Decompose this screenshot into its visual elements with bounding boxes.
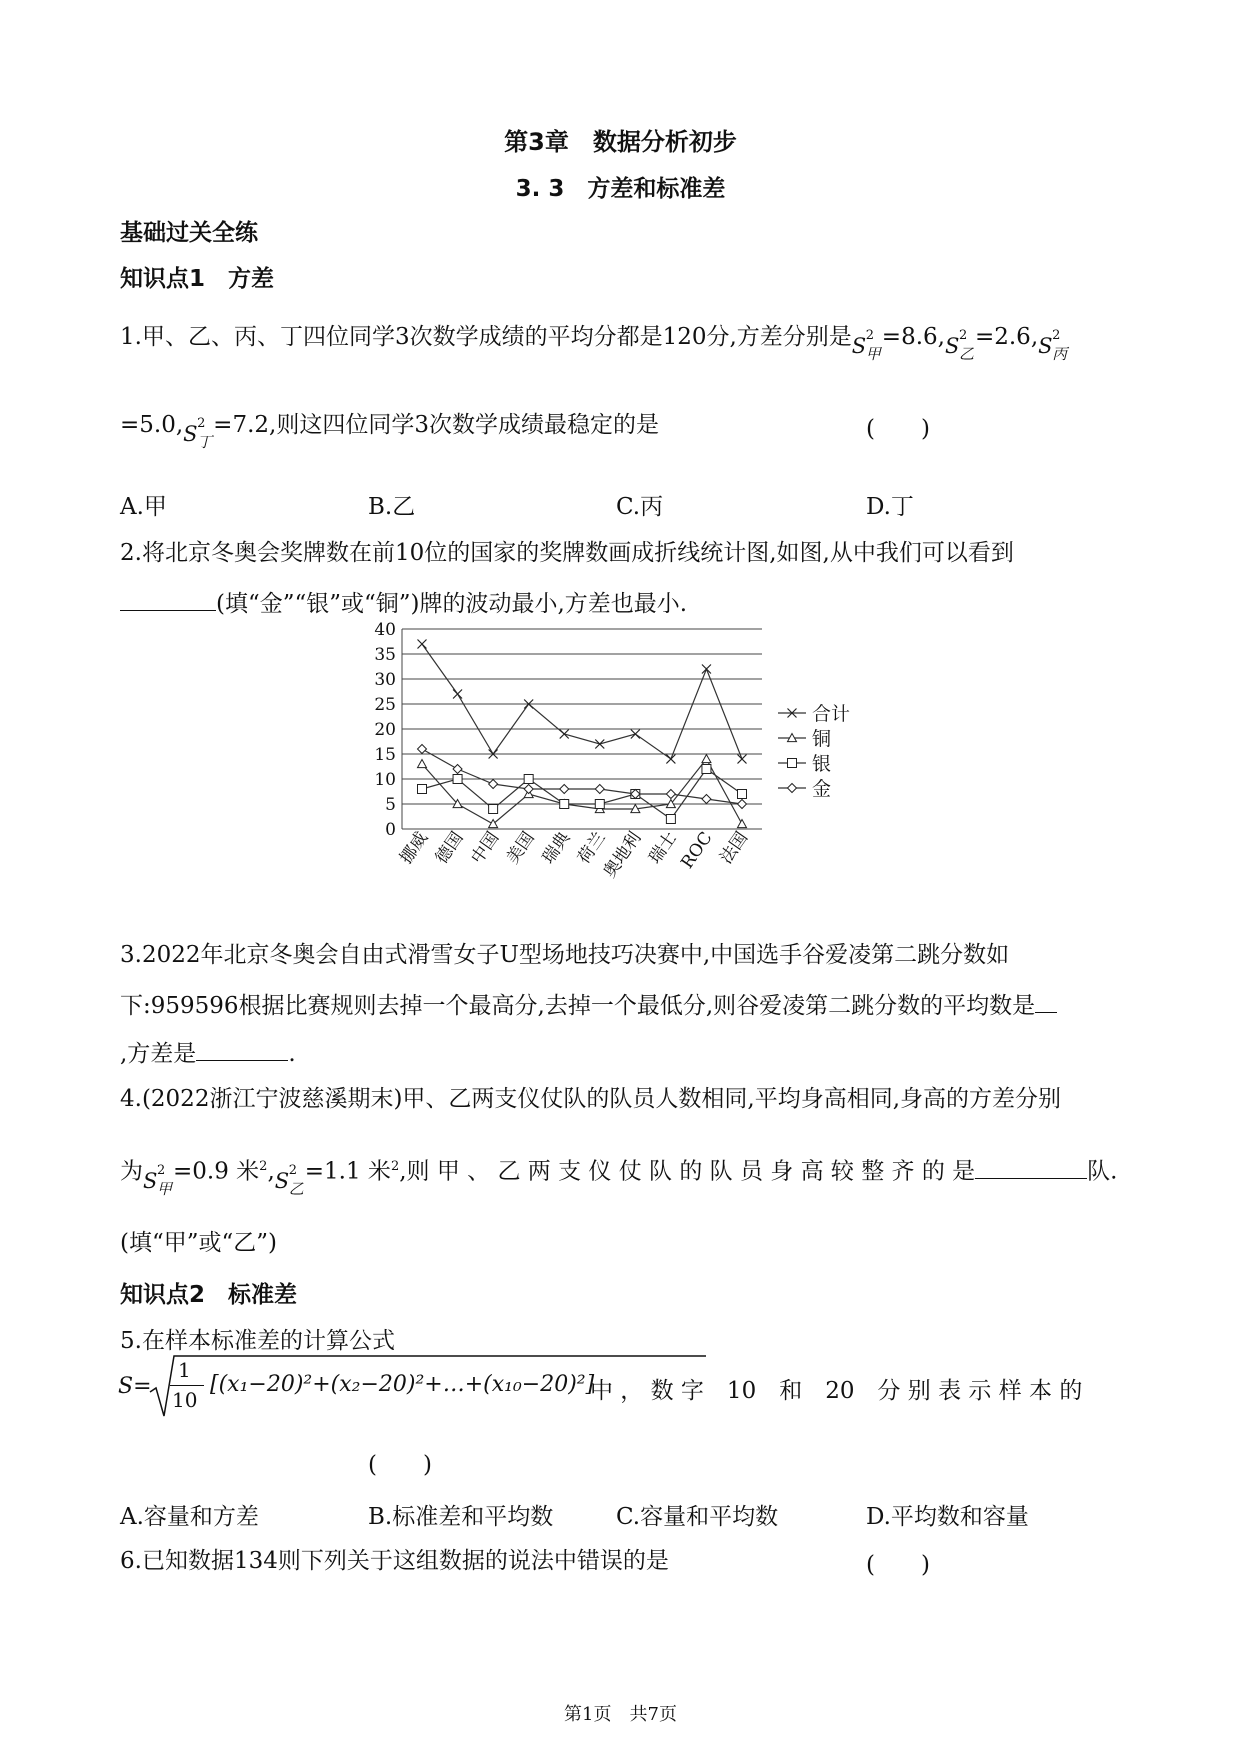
question-3-line-2: 下:959596根据比赛规则去掉一个最高分,去掉一个最低分,则谷爱凌第二跳分数的平均数是	[120, 988, 1057, 1021]
question-1-line-1: 1.甲、乙、丙、丁四位同学3次数学成绩的平均分都是120分,方差分别是 S 2 甲 =8.6, S 2 乙 =2.6, S 2 丙	[120, 324, 1068, 363]
data-point-diamond	[738, 800, 747, 809]
data-point-x	[453, 690, 462, 699]
y-tick-label: 10	[374, 770, 396, 790]
medal-line-chart	[360, 615, 880, 935]
data-point-square	[788, 759, 797, 768]
series-line	[422, 644, 742, 759]
y-tick-label: 15	[374, 745, 396, 765]
q1-option-c: C.丙	[616, 494, 664, 520]
x-tick-label: 瑞士	[645, 828, 681, 868]
data-point-square	[524, 775, 533, 784]
x-tick-label: 挪威	[396, 828, 433, 868]
data-point-square	[666, 815, 675, 824]
question-3-line-3: ,方差是 .	[120, 1036, 296, 1069]
q3-mean-blank	[1035, 988, 1057, 1013]
y-tick-label: 0	[385, 820, 396, 840]
q1-option-b: B.乙	[368, 494, 416, 520]
data-point-diamond	[702, 795, 711, 804]
data-point-x	[560, 730, 569, 739]
std-dev-formula: S= 1 10 [(x₁−20)²+(x₂−20)²+…+(x₁₀−20)²] 中 ， 数 字 10 和 20 分 别 表 示 样 本 的	[118, 1352, 1138, 1422]
question-5-line-1: 5.在样本标准差的计算公式	[120, 1328, 395, 1354]
data-point-diamond	[788, 784, 797, 793]
legend-label: 金	[812, 778, 832, 800]
data-point-square	[489, 805, 498, 814]
knowledge-point-2: 知识点2 标准差	[120, 1282, 298, 1308]
data-point-square	[453, 775, 462, 784]
variance-symbol-jia-q4: S 2 甲	[143, 1162, 173, 1198]
chapter-title: 第3章 数据分析初步	[504, 128, 737, 156]
q6-answer-paren: ( )	[866, 1552, 930, 1578]
data-point-triangle	[418, 760, 427, 768]
x-tick-label: 法国	[716, 828, 753, 868]
data-point-x	[631, 730, 640, 739]
x-tick-label: 瑞典	[538, 828, 575, 868]
data-point-diamond	[595, 785, 604, 794]
data-point-square	[738, 790, 747, 799]
data-point-square	[702, 765, 711, 774]
data-point-diamond	[418, 745, 427, 754]
x-tick-label: 荷兰	[573, 828, 610, 868]
data-point-diamond	[489, 780, 498, 789]
data-point-x	[738, 755, 747, 764]
question-3-line-1: 3.2022年北京冬奥会自由式滑雪女子U型场地技巧决赛中,中国选手谷爱凌第二跳分数如	[120, 942, 1010, 968]
q1-option-d: D.丁	[866, 494, 914, 520]
part-title: 基础过关全练	[120, 220, 258, 246]
y-tick-label: 30	[374, 670, 396, 690]
x-tick-label: 中国	[467, 828, 504, 868]
legend-label: 合计	[812, 703, 851, 725]
question-4-line-3: (填“甲”或“乙”)	[120, 1230, 277, 1256]
data-point-triangle	[702, 755, 711, 763]
y-tick-label: 20	[374, 720, 396, 740]
data-point-square	[595, 800, 604, 809]
data-point-square	[560, 800, 569, 809]
knowledge-point-1: 知识点1 方差	[120, 266, 275, 292]
page-footer: 第1页 共7页	[564, 1704, 677, 1725]
y-tick-label: 5	[385, 795, 396, 815]
question-4-line-2: 为 S 2 甲 =0.9 米$^2$, S 2 乙 =1.1 米$^2$,则 甲 、 乙 两 支 仪 仗 队 的 队 员 身 高 较 整 齐 的 是 队.	[120, 1152, 1117, 1188]
data-point-triangle	[738, 820, 747, 828]
data-point-diamond	[560, 785, 569, 794]
variance-symbol-jia: S 2 甲	[851, 328, 881, 363]
q3-variance-blank	[196, 1036, 288, 1061]
y-tick-label: 35	[374, 645, 396, 665]
series-line	[422, 759, 742, 824]
data-point-x	[702, 665, 711, 674]
variance-symbol-yi-q4: S 2 乙	[274, 1162, 304, 1198]
x-tick-label: 德国	[431, 828, 468, 868]
data-point-diamond	[453, 765, 462, 774]
q1-text: 1.甲、乙、丙、丁四位同学3次数学成绩的平均分都是120分,方差分别是	[120, 324, 852, 350]
y-tick-label: 40	[374, 620, 396, 640]
question-2-line-1: 2.将北京冬奥会奖牌数在前10位的国家的奖牌数画成折线统计图,如图,从中我们可以看到	[120, 540, 1014, 566]
data-point-x	[595, 740, 604, 749]
q1-option-a: A.甲	[120, 494, 167, 520]
x-tick-label: 美国	[502, 828, 539, 868]
data-point-x	[418, 640, 427, 649]
variance-symbol-bing: S 2 丙	[1038, 328, 1068, 363]
variance-symbol-ding: S 2 丁	[183, 416, 213, 451]
q4-answer-blank	[975, 1154, 1087, 1179]
x-tick-label: 奥地利	[599, 828, 646, 882]
legend-label: 银	[812, 753, 832, 775]
variance-symbol-yi: S 2 乙	[944, 328, 974, 363]
data-point-x	[666, 755, 675, 764]
q5-option-d: D.平均数和容量	[866, 1504, 1029, 1530]
q5-option-c: C.容量和平均数	[616, 1504, 779, 1530]
legend-label: 铜	[812, 728, 832, 750]
q2-answer-blank	[120, 586, 216, 611]
q5-option-b: B.标准差和平均数	[368, 1504, 554, 1530]
q5-answer-paren: ( )	[368, 1452, 432, 1478]
series-line	[422, 749, 742, 804]
question-2-line-2: (填“金”“银”或“铜”)牌的波动最小,方差也最小.	[120, 586, 687, 619]
q5-option-a: A.容量和方差	[120, 1504, 259, 1530]
section-title: 3. 3 方差和标准差	[515, 176, 726, 202]
x-tick-label: ROC	[677, 828, 717, 873]
q1-answer-paren: ( )	[866, 416, 930, 442]
data-point-diamond	[666, 790, 675, 799]
data-point-diamond	[524, 785, 533, 794]
y-tick-label: 25	[374, 695, 396, 715]
question-6-line-1: 6.已知数据134则下列关于这组数据的说法中错误的是	[120, 1548, 669, 1574]
question-1-line-2: =5.0, S 2 丁 =7.2,则这四位同学3次数学成绩最稳定的是	[120, 412, 659, 451]
data-point-square	[418, 785, 427, 794]
question-4-line-1: 4.(2022浙江宁波慈溪期末)甲、乙两支仪仗队的队员人数相同,平均身高相同,身高的方差分别	[120, 1086, 1062, 1112]
